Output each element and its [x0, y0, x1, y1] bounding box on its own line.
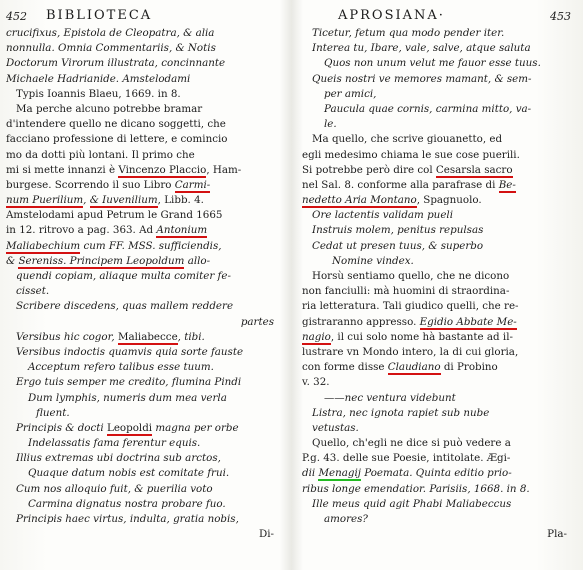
text-line: Pla-	[547, 528, 567, 541]
text-line: non fanciulli: mà huomini di straordina-	[302, 285, 510, 298]
text-line: Ergo tuis semper me credito, flumina Pindi	[16, 376, 242, 389]
text-segment: , tibi.	[177, 330, 205, 343]
text-segment: con forme disse	[302, 361, 388, 374]
highlighted-name: Carmi-	[174, 178, 211, 191]
text-line	[302, 466, 577, 481]
text-line: P.g. 43. delle sue Poesie, intitolate. Ægi-	[302, 452, 511, 465]
text-segment: Principis & docti	[16, 421, 107, 434]
text-line: Instruis molem, penitus repulsas	[312, 224, 484, 237]
text-line: Typis Ioannis Blaeu, 1669. in 8.	[16, 87, 181, 100]
text-line: partes	[240, 315, 274, 328]
right-page	[302, 4, 577, 542]
text-line: d'intendere quello ne dicano soggetti, che	[6, 118, 226, 131]
text-segment: , Libb. 4.	[157, 194, 204, 207]
text-line: fluent.	[36, 406, 70, 419]
text-line: le.	[324, 118, 337, 131]
left-page-header	[6, 4, 284, 26]
text-line: Listra, nec ignota rapiet sub nube	[312, 406, 490, 419]
highlighted-name: Claudiano	[387, 361, 441, 374]
highlighted-name: Be-	[498, 178, 516, 191]
text-line: ria letteratura. Tali giudico quelli, che re-	[302, 300, 519, 313]
text-line: Ore lactentis validam pueli	[312, 209, 453, 222]
left-page	[6, 4, 284, 542]
highlighted-name: Cesarsla sacro	[435, 163, 513, 176]
highlighted-name: num Puerilium	[6, 194, 84, 207]
highlighted-name: Antonium	[156, 224, 208, 237]
text-line: Paucula quae cornis, carmina mitto, va-	[324, 102, 532, 115]
text-line: Interea tu, Ibare, vale, salve, atque saluta	[312, 42, 531, 55]
text-line: Cum nos alloquio fuit, & puerilia voto	[16, 482, 213, 495]
text-segment: dii	[302, 467, 319, 480]
text-segment: gistraranno appresso.	[302, 315, 420, 328]
text-line: Queis nostri ve memores mamant, & sem-	[312, 72, 532, 85]
text-line: nonnulla. Omnia Commentariis, & Notis	[6, 42, 216, 55]
text-line: Cedat ut presen tuus, & superbo	[312, 239, 484, 252]
highlighted-name: Egidio Abbate Me-	[419, 315, 517, 328]
text-line	[302, 163, 577, 178]
text-line: Quaque datum nobis est comitate frui.	[28, 467, 230, 480]
text-line: Nomine vindex.	[332, 254, 414, 267]
text-line: Carmina dignatus nostra probare fuo.	[28, 497, 226, 510]
left-page-body	[6, 26, 284, 542]
text-segment: Versibus hic cogor,	[16, 330, 118, 343]
text-segment: burgese. Scorrendo il suo Libro	[6, 178, 175, 191]
text-line: Horsù sentiamo quello, che ne dicono	[312, 270, 510, 282]
text-segment: nel Sal. 8. conforme alla parafrase di	[302, 178, 499, 191]
right-page-number: 453	[550, 10, 571, 23]
right-page-body	[302, 26, 577, 542]
text-line: Ma quello, che scrive giouanetto, ed	[312, 133, 503, 146]
text-line: Ticetur, fetum qua modo pender iter.	[312, 27, 505, 39]
highlighted-name: nagio	[302, 330, 331, 343]
text-line: Ma perche alcuno potrebbe bramar	[16, 102, 203, 115]
text-line	[6, 178, 284, 193]
text-line: Quos non unum velut me fauor esse tuus.	[324, 57, 541, 70]
text-line: mo da dotti più lontani. Il primo che	[6, 148, 195, 161]
text-line	[302, 193, 577, 208]
text-segment: di Probino	[440, 361, 498, 374]
text-line	[302, 178, 577, 193]
text-line: vetustas.	[312, 421, 359, 434]
text-line: Michaele Hadrianide. Amstelodami	[6, 72, 191, 85]
text-line: ribus longe emendatior. Parisiis, 1668. in 8.	[302, 482, 530, 495]
text-line: ——nec ventura videbunt	[324, 391, 456, 404]
text-line: Doctorum Virorum illustrata, concinnante	[6, 57, 226, 70]
text-line: egli medesimo chiama le sue cose puerili.	[302, 148, 520, 161]
text-line: quendi copiam, aliaque multa comiter fe-	[16, 270, 231, 282]
highlighted-name: & Iuvenilium	[89, 194, 158, 207]
text-line: Dum lymphis, numeris dum mea verla	[28, 391, 227, 404]
highlighted-name: Vincenzo Placcio	[118, 163, 207, 176]
text-line: lustrare vn Mondo intero, la di cui gloria,	[302, 345, 519, 358]
highlighted-name: nedetto Aria Montano	[302, 194, 417, 207]
text-line: Versibus indoctis quamvis quia sorte fauste	[16, 345, 244, 358]
right-page-header	[302, 4, 577, 26]
text-line	[6, 421, 284, 436]
text-line: Ille meus quid agit Phabi Maliabeccus	[312, 497, 512, 510]
text-segment: magna per orbe	[152, 421, 239, 434]
text-line: Scribere discedens, quas mallem reddere	[16, 300, 234, 313]
text-segment: Si potrebbe però dire col	[302, 163, 436, 176]
right-running-head: APROSIANA·	[338, 8, 445, 23]
text-segment: , Spagnuolo.	[416, 194, 482, 207]
text-line	[302, 360, 577, 375]
text-segment: cum FF. MSS. sufficiendis,	[80, 239, 222, 252]
left-running-head: BIBLIOTECA	[46, 8, 153, 23]
text-line	[302, 315, 577, 330]
text-segment: allo-	[184, 254, 211, 267]
text-line: Amstelodami apud Petrum le Grand 1665	[6, 209, 223, 222]
text-line: amores?	[324, 513, 368, 525]
text-line	[6, 239, 284, 254]
text-line: Di-	[258, 528, 274, 541]
text-line: v. 32.	[302, 376, 330, 389]
text-line: per amici,	[324, 87, 377, 100]
text-segment: Poemata. Quinta editio prio-	[360, 467, 512, 480]
highlighted-name: Sereniss. Principem Leopoldum	[18, 254, 185, 267]
text-line: Acceptum refero talibus esse tuum.	[28, 361, 214, 374]
text-line: crucifixus, Epistola de Cleopatra, & alia	[6, 27, 215, 39]
text-line	[6, 223, 284, 238]
text-segment: , il cui solo nome hà bastante ad il-	[330, 330, 513, 343]
highlighted-name: Leopoldi	[106, 421, 153, 434]
text-line	[302, 330, 577, 345]
highlighted-name: Maliabecce	[117, 330, 178, 343]
text-line	[6, 254, 284, 269]
text-segment: mi si mette innanzi è	[6, 163, 119, 176]
text-line: Quello, ch'egli ne dice si può vedere a	[312, 437, 511, 450]
text-segment: , Ham-	[206, 163, 242, 176]
text-segment: &	[6, 254, 19, 267]
text-line: Indelassatis fama ferentur equis.	[28, 437, 201, 450]
left-page-number: 452	[6, 10, 27, 23]
text-segment: in 12. ritrovo a pag. 363. Ad	[6, 224, 157, 237]
text-line: cisset.	[16, 285, 50, 298]
text-line	[6, 163, 284, 178]
text-line	[6, 193, 284, 208]
highlighted-name: Maliabechium	[6, 239, 81, 252]
text-line	[6, 330, 284, 345]
text-line: Illius extremas ubi doctrina sub arctos,	[16, 452, 221, 465]
text-line: facciano professione di lettere, e comincio	[6, 133, 228, 146]
text-segment: ,	[83, 194, 90, 207]
highlighted-name-green: Menagij	[318, 467, 361, 480]
text-line: Principis haec virtus, indulta, gratia nobis,	[16, 513, 239, 525]
